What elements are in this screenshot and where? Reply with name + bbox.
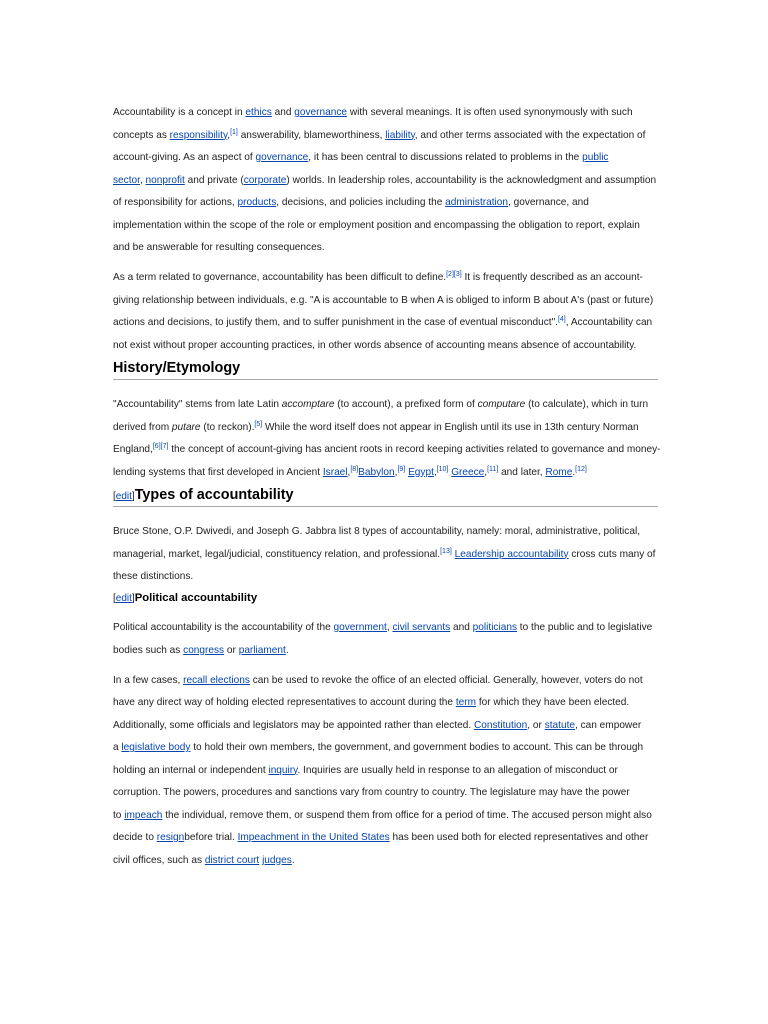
text-line <box>113 827 658 850</box>
article-body <box>113 102 661 872</box>
text-run: , <box>484 466 488 478</box>
text-run: , can empower <box>575 719 642 731</box>
link-responsibility[interactable]: responsibility <box>169 129 228 141</box>
latin-term: computare <box>477 399 526 410</box>
edit-bracket-close: ] <box>131 491 135 502</box>
text-line <box>113 125 658 148</box>
text-run: and <box>450 622 473 633</box>
link-constitution[interactable]: Constitution <box>473 719 528 731</box>
text-run: (to calculate), which in turn <box>525 399 649 410</box>
citation-ref[interactable]: [9] <box>397 465 406 473</box>
paragraph <box>113 267 658 357</box>
link-israel[interactable]: Israel <box>322 466 348 478</box>
link-judges[interactable]: judges <box>262 854 292 866</box>
text-run: can be used to revoke the office of an elected official. Generally, however, voters do not <box>249 674 643 686</box>
text-run: answerability, blameworthiness, <box>237 129 386 141</box>
text-run: civil offices, such as <box>113 854 205 866</box>
text-run: "Accountability" stems from late Latin <box>113 399 282 410</box>
text-line <box>113 147 658 170</box>
text-line <box>113 617 658 640</box>
paragraph <box>113 521 658 589</box>
text-run: not exist without proper accounting practices, in other words absence of accounting means absence of accountability. <box>113 339 637 351</box>
link-governance[interactable]: governance <box>255 152 309 163</box>
text-line <box>113 737 658 760</box>
edit-link[interactable]: edit <box>115 491 132 502</box>
text-run: , <box>227 129 231 141</box>
link-corporate[interactable]: corporate <box>243 174 287 186</box>
citation-ref[interactable]: [4] <box>557 316 566 323</box>
text-run: , or <box>527 719 545 731</box>
text-run: before trial. <box>184 832 238 843</box>
link-rome[interactable]: Rome <box>545 466 573 478</box>
text-line <box>113 640 658 663</box>
link-parliament[interactable]: parliament <box>238 644 286 656</box>
text-run: with several meanings. It is often used synonymously with such <box>347 107 633 118</box>
link-nonprofit[interactable]: nonprofit <box>145 174 185 186</box>
text-line <box>113 417 658 440</box>
citation-ref[interactable]: [13] <box>440 547 452 555</box>
edit-bracket-close: ] <box>131 593 135 604</box>
text-run: , <box>394 466 398 478</box>
text-run: the concept of account-giving has ancient roots in record keeping activities related to governance and money- <box>168 444 661 455</box>
citation-ref[interactable]: [10] <box>436 465 449 473</box>
text-line <box>113 692 658 715</box>
link-recall-elections[interactable]: recall elections <box>183 674 250 686</box>
text-line <box>113 215 658 238</box>
text-run: , <box>347 466 351 478</box>
text-run: , Accountability can <box>565 317 653 328</box>
text-run: corruption. The powers, procedures and sanctions vary from country to country. The legislature may have the power <box>113 787 630 798</box>
text-run: ) worlds. In leadership roles, accountability is the acknowledgment and assumption <box>286 174 657 186</box>
text-run: (to account), a prefixed form of <box>334 399 478 410</box>
text-run: account-giving. As an aspect of <box>113 152 256 163</box>
link-resign[interactable]: resign <box>156 832 185 843</box>
citation-ref[interactable]: [5] <box>254 420 263 428</box>
text-run: , <box>386 622 393 633</box>
text-line <box>113 192 658 215</box>
link-governance[interactable]: governance <box>294 107 348 118</box>
text-line <box>113 335 658 358</box>
text-run: concepts as <box>113 129 170 141</box>
link-leadership-accountability[interactable]: Leadership accountability <box>454 548 569 560</box>
text-line <box>113 439 661 462</box>
text-run: holding an internal or independent <box>113 764 269 776</box>
link-products[interactable]: products <box>237 197 277 208</box>
text-run: to <box>113 809 125 821</box>
text-run: the individual, remove them, or suspend them from office for a period of time. The accused person might also <box>162 809 652 821</box>
edit-link[interactable]: edit <box>115 593 132 604</box>
text-run: and later, <box>498 466 546 478</box>
text-run: decide to <box>113 832 157 843</box>
citation-ref[interactable]: [12] <box>575 465 587 473</box>
text-line <box>113 102 658 125</box>
link-congress[interactable]: congress <box>183 644 225 656</box>
text-run: has been used both for elected representatives and other <box>389 832 649 843</box>
paragraph <box>113 102 658 260</box>
text-run: , <box>433 466 437 478</box>
text-run: Political accountability is the accountability of the <box>113 622 334 633</box>
text-run: As a term related to governance, accountability has been difficult to define. <box>113 272 447 283</box>
edit-section-control <box>113 491 135 502</box>
paragraph <box>113 617 658 662</box>
citation-ref[interactable]: [2][3] <box>446 271 462 278</box>
text-run: cross cuts many of <box>568 548 656 560</box>
text-line <box>113 290 658 313</box>
link-district-court[interactable]: district court <box>204 854 260 866</box>
link-impeach[interactable]: impeach <box>124 809 163 821</box>
text-run: have any direct way of holding elected representatives to account during the <box>113 697 456 708</box>
link-politicians[interactable]: politicians <box>472 622 517 633</box>
edit-section-control <box>113 593 135 604</box>
text-run: and <box>271 107 295 118</box>
text-run: to the public and to legislative <box>517 622 653 633</box>
link-liability[interactable]: liability <box>385 129 415 141</box>
latin-term: accomptare <box>281 399 335 410</box>
link-sector[interactable]: sector <box>113 174 140 186</box>
text-run: In a few cases, <box>113 674 184 686</box>
text-run: and be answerable for resulting consequences. <box>113 242 325 253</box>
text-run: . Inquiries are usually held in response to an allegation of misconduct or <box>297 764 618 776</box>
heading-title: Types of accountability <box>134 487 294 503</box>
text-line <box>113 462 658 485</box>
edit-bracket-open: [ <box>113 491 116 502</box>
text-run: giving relationship between individuals, e.g. "A is accountable to B when A is obliged to inform B about A's (past or future) <box>113 294 654 306</box>
text-run: a <box>113 742 122 753</box>
text-run: , governance, and <box>508 197 589 208</box>
text-run: . <box>291 854 295 866</box>
text-line <box>113 544 658 567</box>
link-greece[interactable]: Greece <box>451 466 485 478</box>
text-run: lending systems that first developed in Ancient <box>113 466 323 478</box>
edit-bracket-open: [ <box>113 593 116 604</box>
text-run: . <box>572 466 576 478</box>
heading-title: Political accountability <box>134 592 258 604</box>
text-line <box>113 237 658 260</box>
text-run: , it has been central to discussions related to problems in the <box>308 152 583 163</box>
text-run: to hold their own members, the government, and government bodies to account. This can be through <box>190 742 644 753</box>
link-administration[interactable]: administration <box>445 197 509 208</box>
link-legislative-body[interactable]: legislative body <box>121 742 191 753</box>
citation-ref[interactable]: [6][7] <box>152 443 169 450</box>
citation-ref[interactable]: [11] <box>487 465 499 473</box>
text-run: England, <box>113 444 153 455</box>
text-run: , <box>139 174 146 186</box>
paragraph <box>113 394 661 484</box>
text-run: bodies such as <box>113 644 184 656</box>
text-line <box>113 566 658 589</box>
link-term[interactable]: term <box>455 697 477 708</box>
text-line <box>113 850 658 873</box>
link-impeachment-in-the-united-states[interactable]: Impeachment in the United States <box>237 832 390 843</box>
text-run: , decisions, and policies including the <box>276 197 446 208</box>
citation-ref[interactable]: [1] <box>230 128 238 136</box>
text-line <box>113 782 658 805</box>
text-run: or <box>224 644 239 656</box>
text-line <box>113 760 658 783</box>
heading-history-etymology <box>113 358 658 380</box>
text-run: While the word itself does not appear in English until its use in 13th century Norman <box>262 421 639 433</box>
link-babylon[interactable]: Babylon <box>358 466 395 478</box>
link-public[interactable]: public <box>582 152 609 163</box>
paragraph <box>113 670 658 873</box>
heading-title: History/Etymology <box>113 360 241 376</box>
text-line <box>113 805 658 828</box>
text-run: , and other terms associated with the expectation of <box>414 129 646 141</box>
text-line <box>113 715 658 738</box>
text-run: . <box>285 644 289 656</box>
latin-term: putare <box>171 421 201 433</box>
text-run: Additionally, some officials and legislators may be appointed rather than elected. <box>113 719 474 731</box>
text-line <box>113 670 658 693</box>
text-run: implementation within the scope of the role or employment position and encompassing the obligation to report, explain <box>113 219 640 231</box>
link-ethics[interactable]: ethics <box>245 107 272 118</box>
text-line <box>113 267 658 290</box>
citation-ref[interactable]: [8] <box>350 465 359 473</box>
text-run: It is frequently described as an account- <box>461 272 643 283</box>
text-run: Bruce Stone, O.P. Dwivedi, and Joseph G. Jabbra list 8 types of accountability, namely: moral, administrative, political, <box>113 526 640 537</box>
link-statute[interactable]: statute <box>544 719 575 731</box>
text-run: actions and decisions, to justify them, and to suffer punishment in the case of eventual misconduct". <box>113 317 558 328</box>
link-inquiry[interactable]: inquiry <box>268 764 298 776</box>
link-government[interactable]: government <box>333 622 387 633</box>
text-line <box>113 312 658 335</box>
text-run: (to reckon). <box>200 421 255 433</box>
text-run: for which they have been elected. <box>476 697 630 708</box>
text-run: of responsibility for actions, <box>113 197 238 208</box>
heading-political-accountability <box>113 589 658 607</box>
text-line <box>113 521 658 544</box>
text-run: managerial, market, legal/judicial, constituency relation, and professional. <box>113 548 441 560</box>
text-run: Accountability is a concept in <box>113 107 246 118</box>
text-run: derived from <box>113 421 172 433</box>
text-line <box>113 394 658 417</box>
link-civil-servants[interactable]: civil servants <box>392 622 451 633</box>
text-line <box>113 170 658 193</box>
text-run: these distinctions. <box>113 571 194 582</box>
text-run: and private ( <box>184 174 244 186</box>
heading-types-of-accountability <box>113 485 658 507</box>
link-egypt[interactable]: Egypt <box>408 466 434 478</box>
